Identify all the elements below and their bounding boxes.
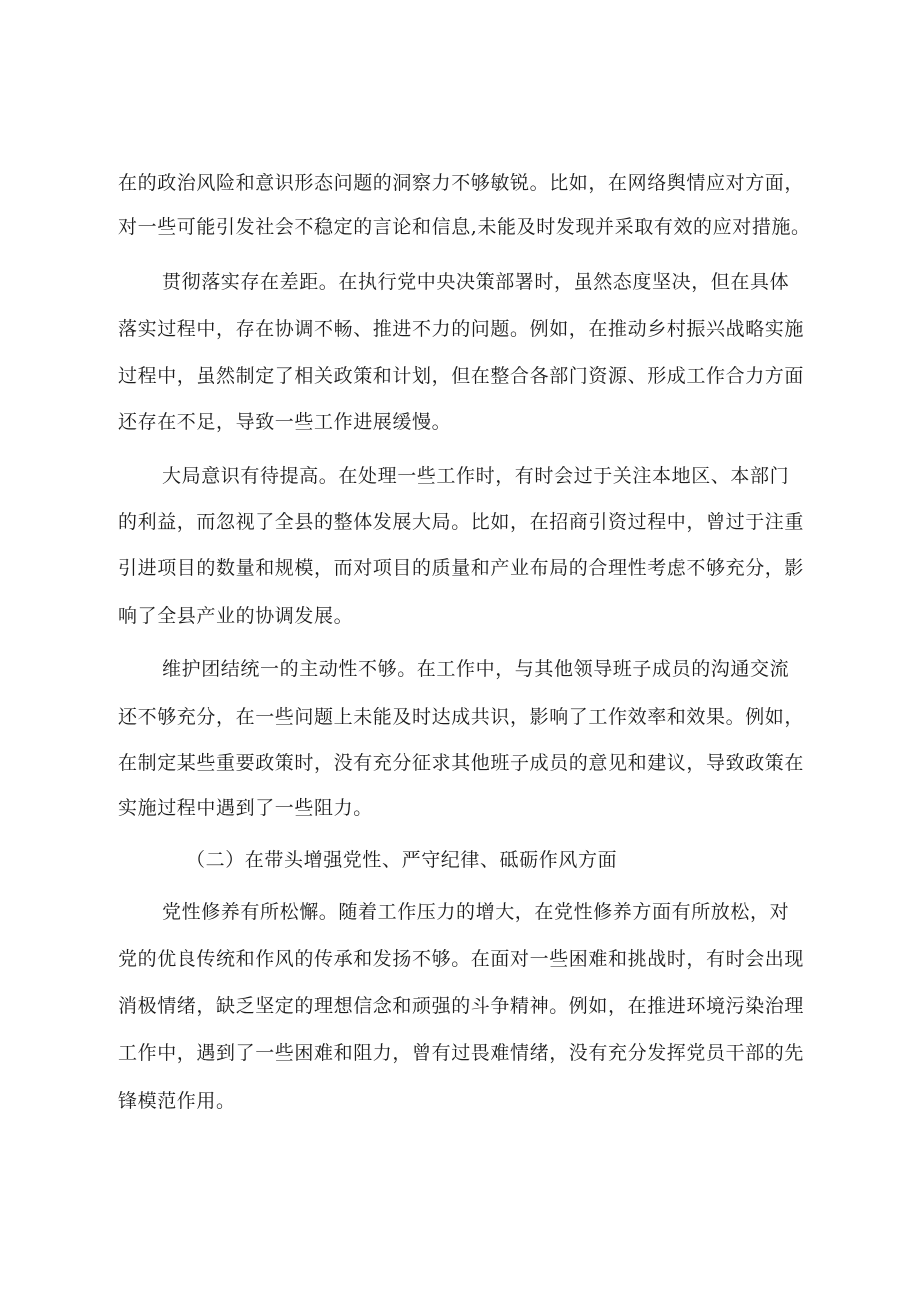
paragraph-line: 党性修养有所松懈。随着工作压力的增大，在党性修养方面有所放松，对: [162, 901, 790, 923]
paragraph-line: 贯彻落实存在差距。在执行党中央决策部署时，虽然态度坚决，但在具体: [162, 271, 790, 293]
paragraph-line: 在的政治风险和意识形态问题的洞察力不够敏锐。比如，在网络舆情应对方面，: [118, 172, 805, 194]
paragraph-line: 响了全县产业的协调发展。: [118, 605, 354, 627]
paragraph-line: 维护团结统一的主动性不够。在工作中，与其他领导班子成员的沟通交流: [162, 658, 790, 680]
paragraph-line: 对一些可能引发社会不稳定的言论和信息,未能及时发现并采取有效的应对措施。: [118, 216, 811, 238]
paragraph-line: 工作中，遇到了一些困难和阻力，曾有过畏难情绪，没有充分发挥党员干部的先: [118, 1042, 805, 1064]
paragraph-line: 大局意识有待提高。在处理一些工作时，有时会过于关注本地区、本部门: [162, 465, 790, 487]
paragraph-line: 引进项目的数量和规模，而对项目的质量和产业布局的合理性考虑不够充分，影: [118, 557, 805, 579]
paragraph-line: 锋模范作用。: [118, 1090, 236, 1112]
paragraph-line: 实施过程中遇到了一些阻力。: [118, 797, 373, 819]
paragraph-line: 过程中，虽然制定了相关政策和计划，但在整合各部门资源、形成工作合力方面: [118, 365, 805, 387]
paragraph-line: 还不够充分，在一些问题上未能及时达成共识，影响了工作效率和效果。例如，: [118, 706, 805, 728]
paragraph-line: 党的优良传统和作风的传承和发扬不够。在面对一些困难和挑战时，有时会出现: [118, 948, 805, 970]
paragraph-line: 落实过程中，存在协调不畅、推进不力的问题。例如，在推动乡村振兴战略实施: [118, 318, 805, 340]
section-heading: （二）在带头增强党性、严守纪律、砥砺作风方面: [186, 849, 618, 871]
paragraph-line: 还存在不足，导致一些工作进展缓慢。: [118, 411, 452, 433]
paragraph-line: 消极情绪，缺乏坚定的理想信念和顽强的斗争精神。例如，在推进环境污染治理: [118, 995, 805, 1017]
paragraph-line: 的利益，而忽视了全县的整体发展大局。比如，在招商引资过程中，曾过于注重: [118, 511, 805, 533]
paragraph-line: 在制定某些重要政策时，没有充分征求其他班子成员的意见和建议，导致政策在: [118, 752, 805, 774]
